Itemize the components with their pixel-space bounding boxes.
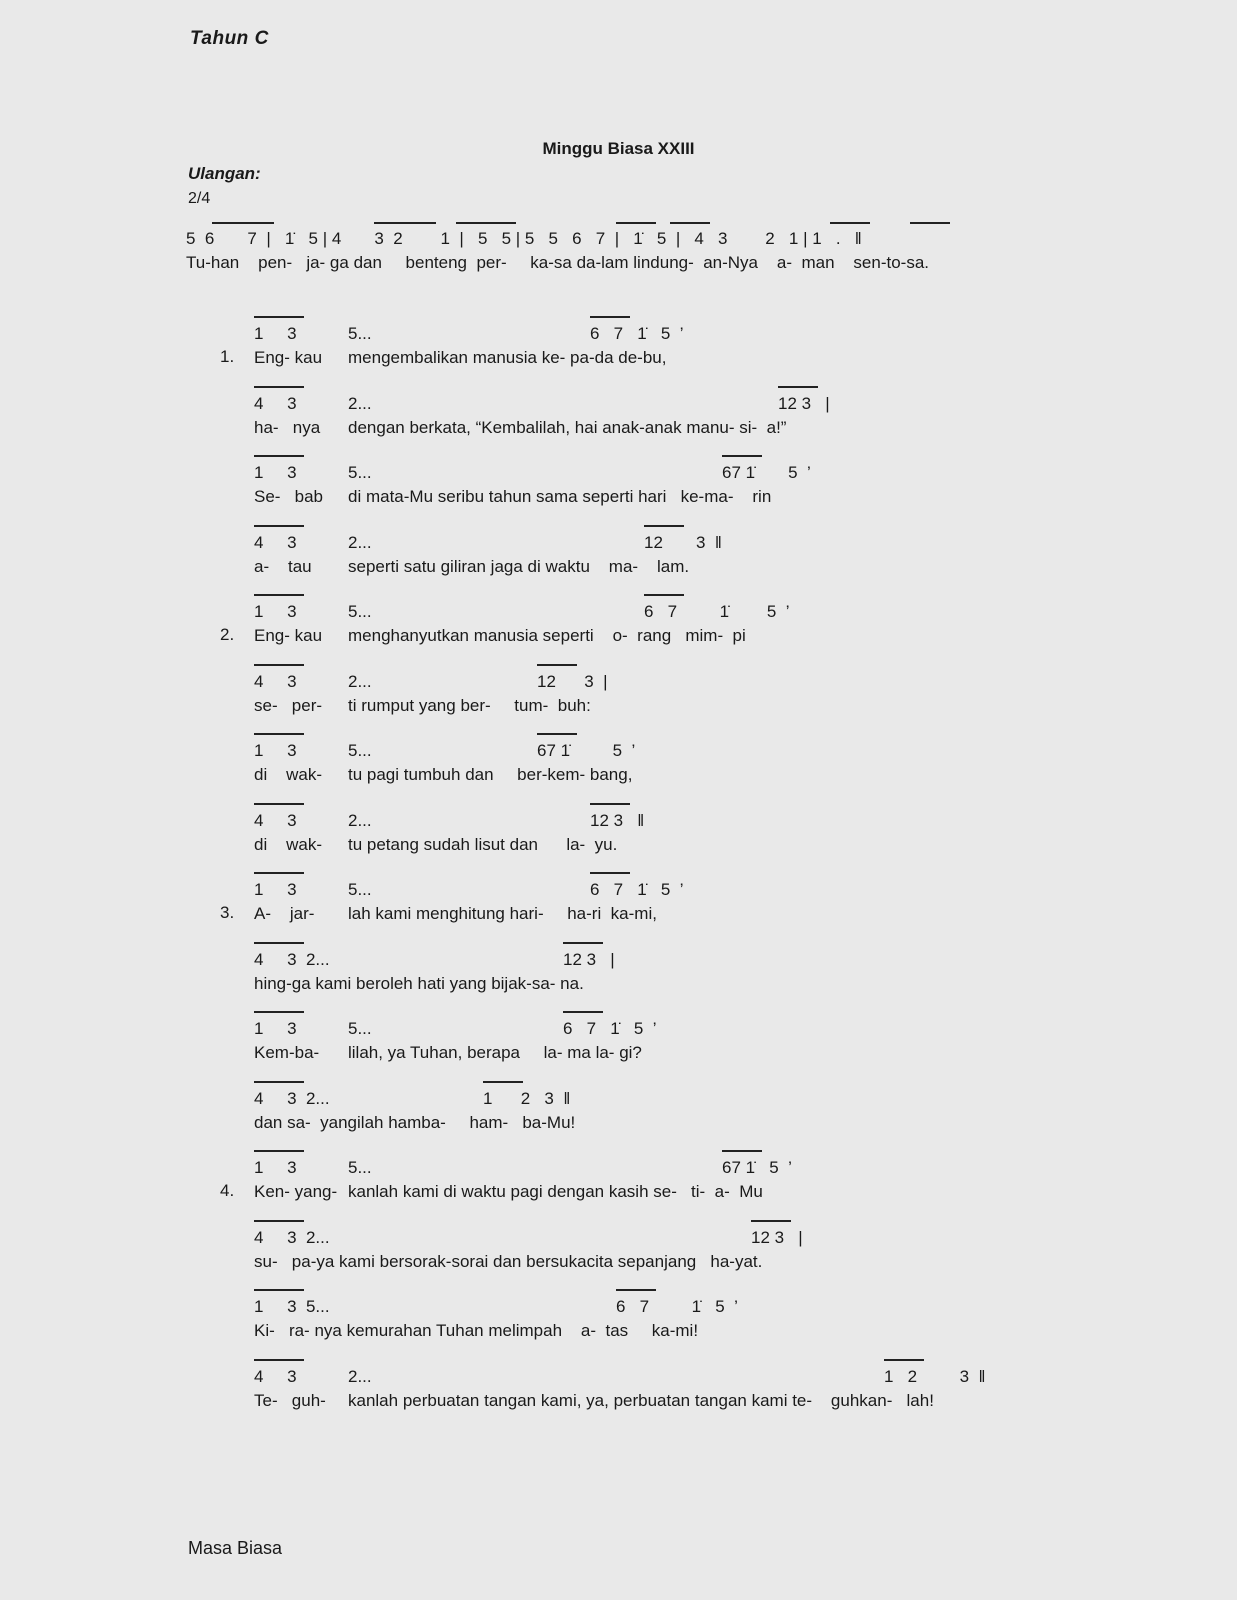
beam-line [722, 455, 762, 457]
notes-group: 5... [348, 463, 372, 482]
beam-line [254, 872, 304, 874]
beam-line [254, 1081, 304, 1083]
refrain-beam [456, 222, 516, 224]
header-tag: Tahun C [190, 28, 269, 49]
lyric-segment: mengembalikan manusia ke- pa-da de-bu, [348, 348, 667, 367]
refrain-beam [670, 222, 710, 224]
refrain-notes: 5 6 7 | 1̇ 5 | 4 3 2 1 | 5 5 | 5 5 6 7 | 1̇ 5 | 4 3 2 1 | 1 . ‖ [186, 229, 862, 248]
refrain-beam [212, 222, 274, 224]
notes-group: 1 3 [254, 880, 297, 899]
notes-group: 1 3 [254, 741, 297, 760]
notes-group: 12 3 ‖ [590, 811, 645, 830]
beam-line [254, 386, 304, 388]
verse-number: 1. [220, 347, 235, 366]
beam-line [884, 1359, 924, 1361]
beam-line [254, 733, 304, 735]
footer-label: Masa Biasa [188, 1538, 283, 1558]
lyric-segment: dengan berkata, “Kembalilah, hai anak-anak manu- si- a!” [348, 418, 787, 437]
beam-line [537, 733, 577, 735]
refrain-beam [374, 222, 436, 224]
lyric-segment: Eng- kau [254, 348, 323, 367]
lyric-segment: di mata-Mu seribu tahun sama seperti hari ke-ma- rin [348, 487, 772, 506]
notes-group: 5... [348, 602, 372, 621]
beam-line [254, 1359, 304, 1361]
notes-group: 12 3 | [537, 672, 608, 691]
notes-group: 1 2 3 ‖ [483, 1089, 571, 1108]
notes-group: 5... [348, 741, 372, 760]
lyric-segment: A- jar- [254, 904, 315, 923]
notes-group: 12 3 ‖ [644, 533, 722, 552]
lyric-segment: kanlah kami di waktu pagi dengan kasih se- ti- a- Mu [348, 1182, 763, 1201]
lyric-segment: Ki- ra- nya kemurahan Tuhan melimpah a- tas ka-mi! [254, 1321, 699, 1340]
beam-line [751, 1220, 791, 1222]
lyric-segment: Se- bab [254, 487, 323, 506]
lyric-segment: su- pa-ya kami bersorak-sorai dan bersukacita sepanjang ha-yat. [254, 1252, 763, 1271]
lyric-segment: tu pagi tumbuh dan ber-kem- bang, [348, 765, 633, 784]
notes-group: 4 3 [254, 811, 297, 830]
lyric-segment: Kem-ba- [254, 1043, 320, 1062]
beam-line [590, 872, 630, 874]
beam-line [722, 1150, 762, 1152]
notes-group: 4 3 [254, 672, 297, 691]
notes-group: 4 3 [254, 394, 297, 413]
notes-group: 2... [348, 672, 372, 691]
notes-group: 2... [348, 811, 372, 830]
lyric-segment: lah kami menghitung hari- ha-ri ka-mi, [348, 904, 657, 923]
notes-group: 4 3 [254, 1367, 297, 1386]
beam-line [254, 1150, 304, 1152]
notes-group: 1 3 5... [254, 1297, 330, 1316]
lyric-segment: se- per- [254, 696, 323, 715]
lyric-segment: tu petang sudah lisut dan la- yu. [348, 835, 618, 854]
lyric-segment: a- tau [254, 557, 312, 576]
beam-line [254, 594, 304, 596]
beam-line [590, 803, 630, 805]
lyric-segment: Te- guh- [254, 1391, 326, 1410]
verse-number: 2. [220, 625, 235, 644]
beam-line [778, 386, 818, 388]
beam-line [563, 942, 603, 944]
notes-group: 12 3 | [751, 1228, 803, 1247]
beam-line [537, 664, 577, 666]
refrain-beam [830, 222, 870, 224]
notes-group: 67 1̇ 5 ’ [722, 463, 811, 482]
beam-line [254, 1220, 304, 1222]
notes-group: 4 3 2... [254, 1089, 330, 1108]
notes-group: 5... [348, 1158, 372, 1177]
beam-line [644, 594, 684, 596]
notes-group: 12 3 | [563, 950, 615, 969]
beam-line [644, 525, 684, 527]
lyric-segment: seperti satu giliran jaga di waktu ma- lam. [348, 557, 690, 576]
lyric-segment: ha- nya [254, 418, 321, 437]
lyric-segment: dan sa- yangilah hamba- ham- ba-Mu! [254, 1113, 576, 1132]
notes-group: 6 7 1̇ 5 ’ [563, 1019, 657, 1038]
lyric-segment: di wak- [254, 835, 323, 854]
beam-line [254, 803, 304, 805]
verse-number: 3. [220, 903, 235, 922]
notes-group: 12 3 | [778, 394, 830, 413]
page-title: Minggu Biasa XXIII [542, 139, 695, 158]
notes-group: 1 3 [254, 1019, 297, 1038]
beam-line [254, 664, 304, 666]
notes-group: 4 3 2... [254, 1228, 330, 1247]
beam-line [254, 1289, 304, 1291]
notes-group: 1 3 [254, 324, 297, 343]
refrain-label: Ulangan: [188, 164, 261, 183]
refrain-lyrics: Tu-han pen- ja- ga dan benteng per- ka-sa da-lam lindung- an-Nya a- man sen-to-sa. [186, 253, 930, 272]
notes-group: 6 7 1̇ 5 ’ [590, 324, 684, 343]
lyric-segment: hing-ga kami beroleh hati yang bijak-sa- na. [254, 974, 584, 993]
beam-line [254, 455, 304, 457]
notes-group: 1 3 [254, 1158, 297, 1177]
beam-line [254, 942, 304, 944]
notes-group: 1 3 [254, 602, 297, 621]
notes-group: 2... [348, 1367, 372, 1386]
beam-line [590, 316, 630, 318]
notes-group: 67 1̇ 5 ’ [537, 741, 636, 760]
lyric-segment: di wak- [254, 765, 323, 784]
notes-group: 1 3 [254, 463, 297, 482]
lyric-segment: Ken- yang- [254, 1182, 338, 1201]
beam-line [483, 1081, 523, 1083]
notes-group: 1 2 3 ‖ [884, 1367, 986, 1386]
beam-line [254, 1011, 304, 1013]
notes-group: 6 7 1̇ 5 ’ [590, 880, 684, 899]
verse-number: 4. [220, 1181, 235, 1200]
notes-group: 6 7 1̇ 5 ’ [616, 1297, 738, 1316]
beam-line [254, 525, 304, 527]
refrain-beam [616, 222, 656, 224]
beam-line [616, 1289, 656, 1291]
lyric-segment: ti rumput yang ber- tum- buh: [348, 696, 591, 715]
notes-group: 5... [348, 1019, 372, 1038]
beam-line [563, 1011, 603, 1013]
lyric-segment: menghanyutkan manusia seperti o- rang mim- pi [348, 626, 746, 645]
notes-group: 4 3 [254, 533, 297, 552]
notes-group: 2... [348, 533, 372, 552]
notes-group: 67 1̇ 5 ’ [722, 1158, 792, 1177]
time-signature: 2/4 [188, 190, 211, 207]
notes-group: 5... [348, 880, 372, 899]
lyric-segment: lilah, ya Tuhan, berapa la- ma la- gi? [348, 1043, 642, 1062]
refrain-beam [910, 222, 950, 224]
lyric-segment: kanlah perbuatan tangan kami, ya, perbuatan tangan kami te- guhkan- lah! [348, 1391, 934, 1410]
notes-group: 2... [348, 394, 372, 413]
beam-line [254, 316, 304, 318]
notes-group: 6 7 1̇ 5 ’ [644, 602, 790, 621]
lyric-segment: Eng- kau [254, 626, 323, 645]
notes-group: 5... [348, 324, 372, 343]
notes-group: 4 3 2... [254, 950, 330, 969]
